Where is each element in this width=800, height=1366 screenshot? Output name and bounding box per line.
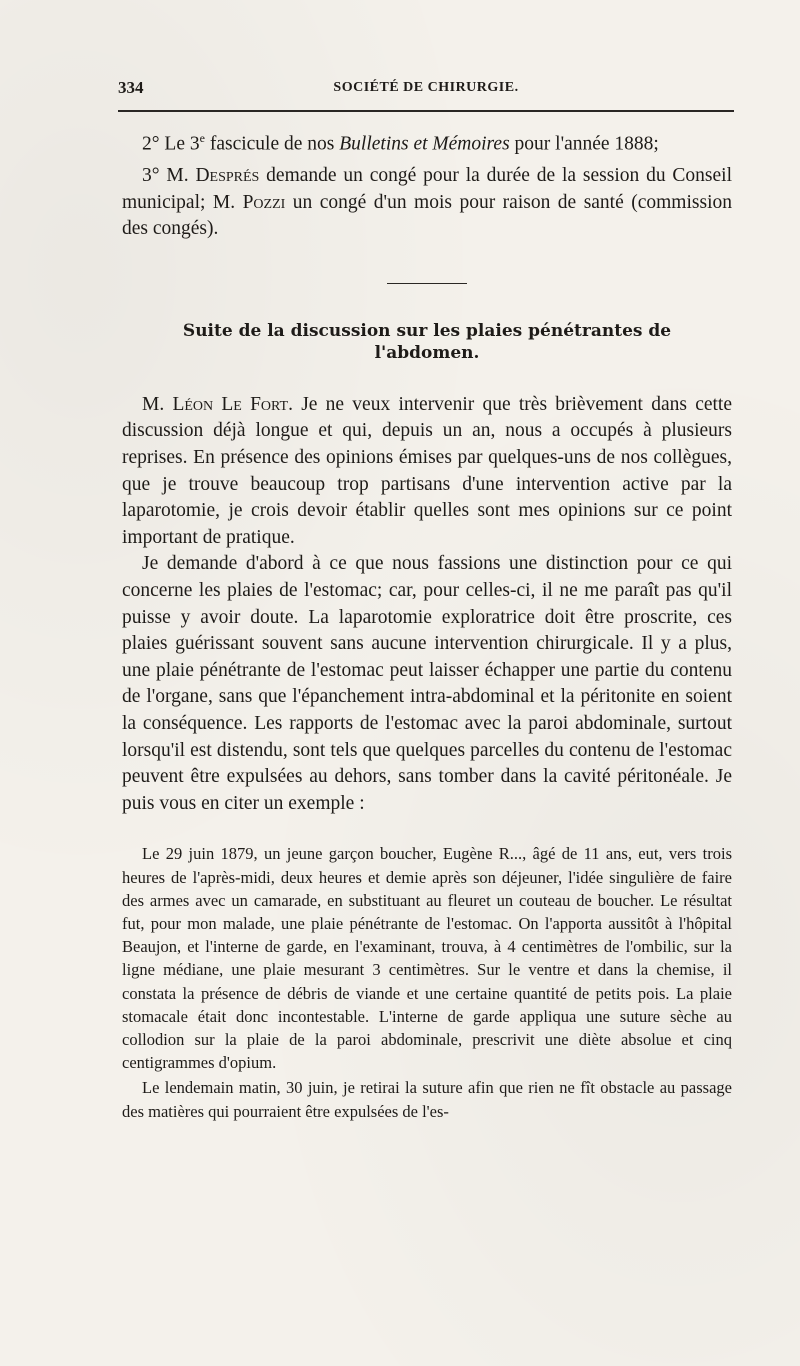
body-paragraph-2: Je demande d'abord à ce que nous fassions une distinction pour ce qui concerne les plaies de l'estomac; car, pour celles-ci, il ne me paraît pas qu'il puisse y avoir doute. La laparotomie exploratrice doit être proscrite, ces plaies guérissant souvent sans aucune intervention chirurgicale. Il y a plus, une plaie pénétrante de l'estomac peut laisser échapper une partie du contenu de l'organe, sans que l'épanchement intra-abdominal et la péritonite en soient la conséquence. Les rapports de l'estomac avec la paroi abdominale, surtout lorsqu'il est distendu, sont tels que quelques parcelles du contenu de l'estomac peuvent être expulsées au dehors, sans tomber dans la cavité péritonéale. Je puis vous en citer un exemple : [122, 553, 732, 814]
case-paragraph-2: Le lendemain matin, 30 juin, je retirai la suture afin que rien ne fît obstacle au passage des matières qui pourraient être expulsées de l'es- [122, 1078, 732, 1121]
case-paragraph-1: Le 29 juin 1879, un jeune garçon boucher, Eugène R..., âgé de 11 ans, eut, vers trois heures de l'après-midi, deux heures et demie après son déjeuner, l'idée singulière de faire des armes avec un camarade, en substituant au fleuret un couteau de boucher. Le résultat fut, pour mon malade, une plaie pénétrante de l'estomac. On l'apporta aussitôt à l'hôpital Beaujon, et l'interne de garde, en l'examinant, trouva, à 4 centimètres de l'ombilic, sur la ligne médiane, une plaie mesurant 3 centimètres. Sur le ventre et dans la chemise, il constata la présence de débris de viande et une certaine quantité de petits pois. La plaie stomacale était donc incontestable. L'interne de garde appliqua une suture sèche au collodion sur la plaie de la paroi abdominale, prescrivit une diète absolue et cinq centigrammes d'opium. [122, 844, 732, 1073]
speaker-name: M. Léon Le Fort. [142, 393, 293, 415]
section-title: Suite de la discussion sur les plaies pénétrantes de l'abdomen. [182, 320, 672, 363]
list-item-2: 2° Le 3e fascicule de nos Bulletins et Mémoires pour l'année 1888; [142, 131, 659, 155]
page-header [118, 78, 734, 102]
body-paragraph-1: M. Léon Le Fort. Je ne veux intervenir que très brièvement dans cette discussion déjà longue et qui, depuis un an, nous a occupés à plusieurs reprises. En présence des opinions émises par quelques-uns de nos collègues, que je trouve beaucoup trop partisans d'une intervention active par la laparotomie, je crois devoir établir quelles sont mes opinions sur ce point important de pratique. [122, 393, 732, 548]
page-number: 334 [118, 78, 144, 97]
running-title: SOCIÉTÉ DE CHIRURGIE. [333, 80, 519, 95]
list-item-3: 3° M. Després demande un congé pour la durée de la session du Conseil municipal; M. Pozzi un congé d'un mois pour raison de santé (commission des congés). [122, 165, 732, 240]
section-divider [387, 283, 467, 284]
main-text [122, 125, 732, 1123]
header-rule [118, 110, 734, 112]
case-report [122, 842, 732, 1122]
